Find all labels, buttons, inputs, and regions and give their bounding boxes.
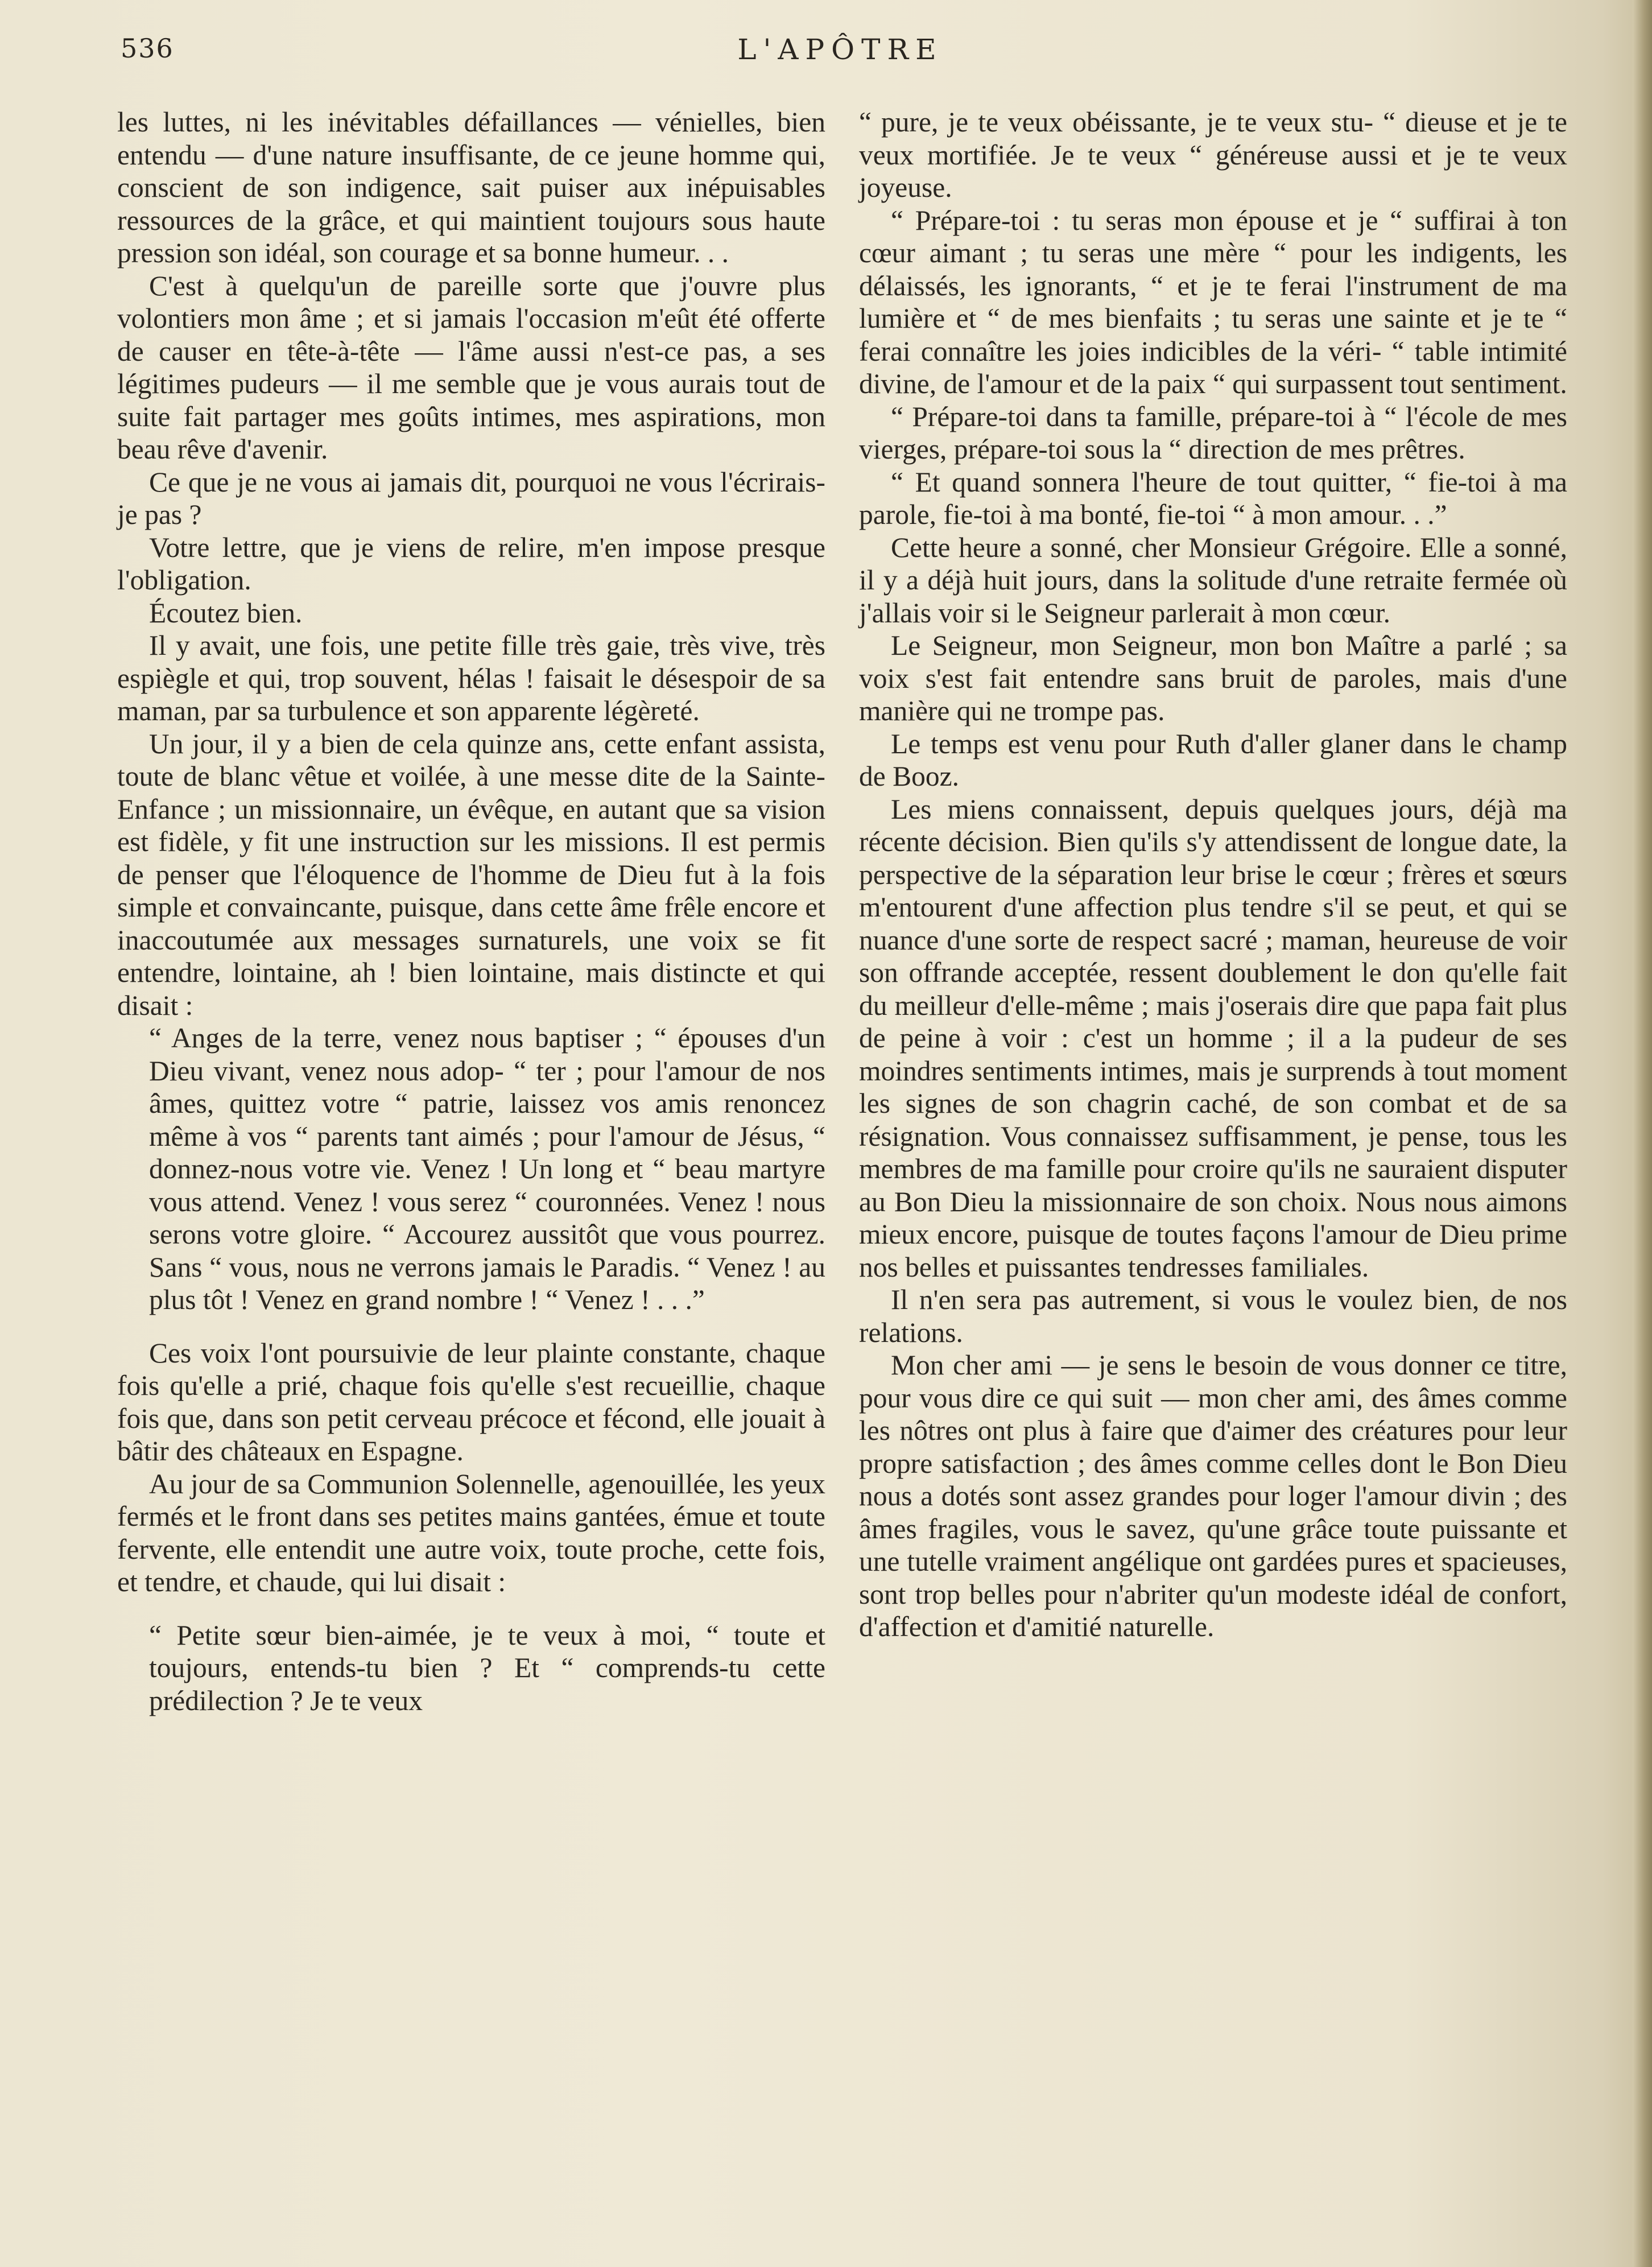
page-edge-shadow bbox=[1633, 0, 1652, 2267]
paragraph: Il n'en sera pas autrement, si vous le voulez bien, de nos relations. bbox=[859, 1284, 1567, 1348]
quoted-passage: “ Anges de la terre, venez nous baptiser ; “ épouses d'un Dieu vivant, venez nous adop- “ ter ; pour l'amour de nos âmes, quittez votre “ patrie, laissez vos amis renoncez même à vos “ parents tant aimés ; pour l'amour de Jésus, “ donnez-nous votre vie. Venez ! Un long et “ beau martyre vous attend. Venez ! vous serez “ couronnées. Venez ! nous serons votre gloire. “ Accourez aussitôt que vous pourrez. Sans “ vous, nous ne verrons jamais le Paradis. “ Venez ! au plus tôt ! Venez en grand nombre ! “ Venez ! . . .” bbox=[149, 1022, 825, 1315]
quoted-passage: “ Et quand sonnera l'heure de tout quitter, “ fie-toi à ma parole, fie-toi à ma bonté, fie-toi “ à mon amour. . .” bbox=[859, 466, 1567, 530]
paragraph: C'est à quelqu'un de pareille sorte que j'ouvre plus volontiers mon âme ; et si jamais l'occasion m'eût été offerte de causer en tête-à-tête — l'âme aussi n'est-ce pas, a ses légitimes pudeurs — il me semble que je vous aurais tout de suite fait partager mes goûts intimes, mes aspirations, mon beau rêve d'avenir. bbox=[117, 270, 825, 465]
right-column bbox=[859, 106, 1567, 1644]
paragraph: Les miens connaissent, depuis quelques jours, déjà ma récente décision. Bien qu'ils s'y attendissent de longue date, la perspective de la séparation leur brise le cœur ; frères et sœurs m'entourent d'une affection plus tendre s'il se peut, et qui se nuance d'une sorte de respect sacré ; maman, heureuse de voir son offrande acceptée, ressent doublement le don qu'elle fait du meilleur d'elle-même ; mais j'oserais dire que papa fait plus de peine à voir : c'est un homme ; il a la pudeur de ses moindres sentiments intimes, mais je surprends à tout moment les signes de son chagrin caché, de son combat et de sa résignation. Vous connaissez suffisamment, je pense, tous les membres de ma famille pour croire qu'ils ne sauraient disputer au Bon Dieu la missionnaire de son choix. Nous nous aimons mieux encore, puisque de toutes façons l'amour de Dieu prime nos belles et puissantes tendresses familiales. bbox=[859, 793, 1567, 1283]
paragraph: Ce que je ne vous ai jamais dit, pourquoi ne vous l'écrirais-je pas ? bbox=[117, 466, 825, 530]
paragraph: les luttes, ni les inévitables défaillances — vénielles, bien entendu — d'une nature insuffisante, de ce jeune homme qui, conscient de son indigence, sait puiser aux inépuisables ressources de la grâce, et qui maintient toujours sous haute pression son idéal, son courage et sa bonne humeur. . . bbox=[117, 106, 825, 269]
quoted-passage: “ Prépare-toi : tu seras mon épouse et je “ suffirai à ton cœur aimant ; tu seras une mère “ pour les indigents, les délaissés, les ignorants, “ et je te ferai l'instrument de ma lumière et “ de mes bienfaits ; tu seras une sainte et je te “ ferai connaître les joies indicibles de la véri- “ table intimité divine, de l'amour et de la paix “ qui surpassent tout sentiment. bbox=[859, 204, 1567, 399]
paragraph: Il y avait, une fois, une petite fille très gaie, très vive, très espiègle et qui, trop souvent, hélas ! faisait le désespoir de sa maman, par sa turbulence et son apparente légèreté. bbox=[117, 630, 825, 726]
paragraph: Mon cher ami — je sens le besoin de vous donner ce titre, pour vous dire ce qui suit — mon cher ami, des âmes comme les nôtres ont plus à faire que d'aimer des créatures pour leur propre satisfaction ; des âmes comme celles dont le Bon Dieu nous a dotés sont assez grandes pour loger l'amour divin ; des âmes fragiles, vous le savez, qu'une grâce toute puissante et une tutelle vraiment angélique ont gardées pures et spacieuses, sont trop belles pour n'abriter qu'un modeste idéal de confort, d'affection et d'amitié naturelle. bbox=[859, 1349, 1567, 1642]
paragraph: Cette heure a sonné, cher Monsieur Grégoire. Elle a sonné, il y a déjà huit jours, dans la solitude d'une retraite fermée où j'allais voir si le Seigneur parlerait à mon cœur. bbox=[859, 531, 1567, 629]
paragraph: Écoutez bien. bbox=[149, 597, 303, 629]
paragraph: Ces voix l'ont poursuivie de leur plainte constante, chaque fois qu'elle a prié, chaque fois qu'elle s'est recueillie, chaque fois que, dans son petit cerveau précoce et fécond, elle jouait à bâtir des châteaux en Espagne. bbox=[117, 1337, 825, 1467]
quoted-passage: “ Petite sœur bien-aimée, je te veux à moi, “ toute et toujours, entends-tu bien ? Et “ comprends-tu cette prédilection ? Je te veux bbox=[149, 1619, 825, 1716]
paragraph: Le Seigneur, mon Seigneur, mon bon Maître a parlé ; sa voix s'est fait entendre sans bruit de paroles, mais d'une manière qui ne trompe pas. bbox=[859, 630, 1567, 726]
running-header bbox=[121, 33, 1560, 79]
paragraph: Votre lettre, que je viens de relire, m'en impose presque l'obligation. bbox=[117, 531, 825, 596]
running-title: L'APÔTRE bbox=[737, 33, 943, 66]
page-number: 536 bbox=[121, 33, 174, 64]
quoted-passage: “ Prépare-toi dans ta famille, prépare-toi à “ l'école de mes vierges, prépare-toi sous la “ direction de mes prêtres. bbox=[859, 400, 1567, 465]
left-column bbox=[117, 106, 825, 1717]
paragraph: Un jour, il y a bien de cela quinze ans, cette enfant assista, toute de blanc vêtue et voilée, à une messe dite de la Sainte-Enfance ; un missionnaire, un évêque, en autant que sa vision est fidèle, y fit une instruction sur les missions. Il est permis de penser que l'éloquence de l'homme de Dieu fut à la fois simple et convaincante, puisque, dans cette âme frêle encore et inaccoutumée aux messages surnaturels, une voix se fit entendre, lointaine, ah ! bien lointaine, mais distincte et qui disait : bbox=[117, 728, 825, 1021]
paragraph: Au jour de sa Communion Solennelle, agenouillée, les yeux fermés et le front dans ses petites mains gantées, émue et toute fervente, elle entendit une autre voix, toute proche, cette fois, et tendre, et chaude, qui lui disait : bbox=[117, 1468, 825, 1597]
paragraph: Le temps est venu pour Ruth d'aller glaner dans le champ de Booz. bbox=[859, 728, 1567, 792]
quoted-passage: “ pure, je te veux obéissante, je te veux stu- “ dieuse et je te veux mortifiée. Je te veux “ généreuse aussi et je te veux joyeuse. bbox=[859, 106, 1567, 203]
